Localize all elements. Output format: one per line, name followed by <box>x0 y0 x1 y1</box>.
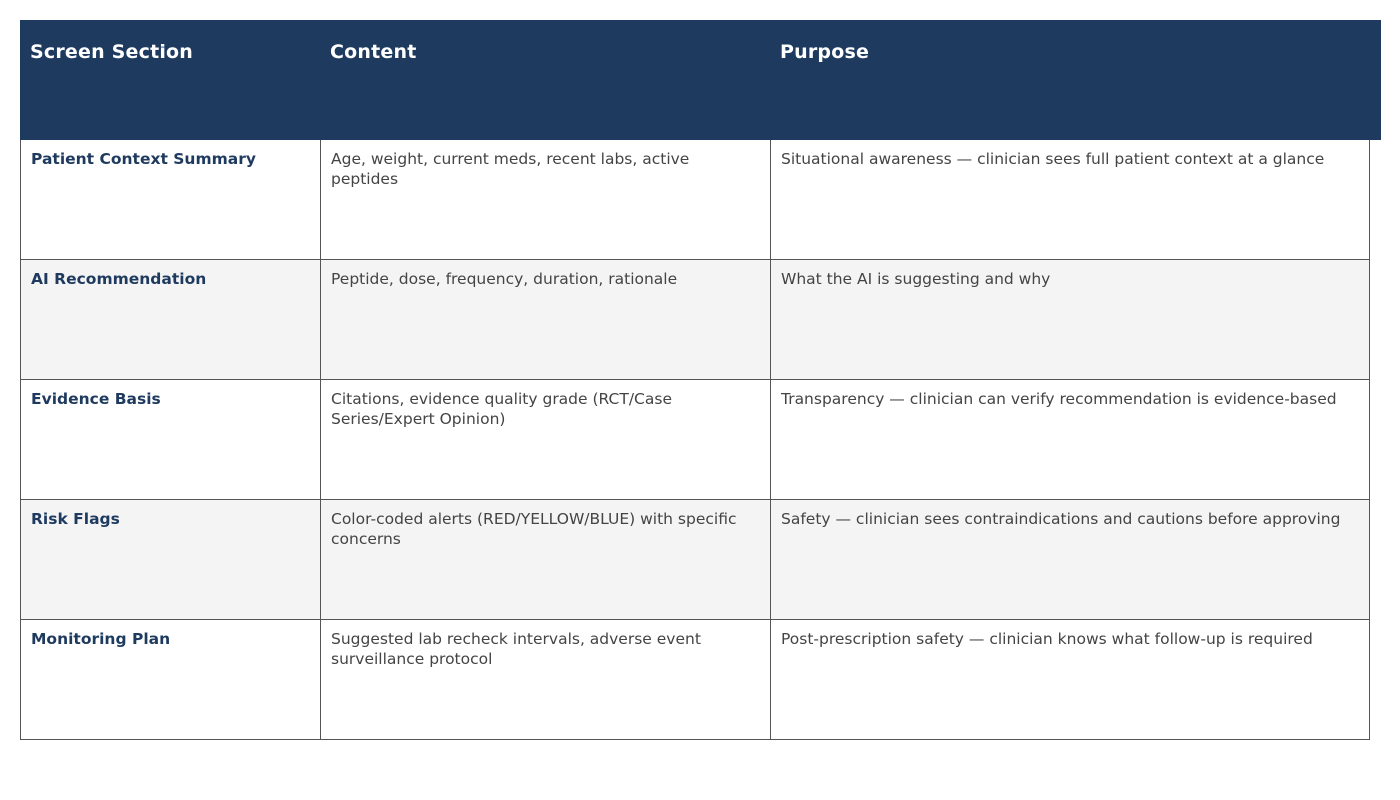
section-purpose: Safety — clinician sees contraindications and cautions before approving <box>770 500 1370 619</box>
table-row <box>20 380 1370 500</box>
section-purpose: What the AI is suggesting and why <box>770 260 1370 379</box>
table-row <box>20 140 1370 260</box>
section-content: Peptide, dose, frequency, duration, rationale <box>320 260 770 379</box>
table-header <box>20 20 1381 140</box>
section-content: Color-coded alerts (RED/YELLOW/BLUE) with specific concerns <box>320 500 770 619</box>
section-name: Evidence Basis <box>31 390 161 408</box>
section-name: Patient Context Summary <box>31 150 256 168</box>
section-purpose: Transparency — clinician can verify recommendation is evidence-based <box>770 380 1370 499</box>
section-name: Monitoring Plan <box>31 630 171 648</box>
section-content: Citations, evidence quality grade (RCT/Case Series/Expert Opinion) <box>320 380 770 499</box>
section-name: Risk Flags <box>31 510 120 528</box>
header-content: Content <box>330 41 417 63</box>
section-name: AI Recommendation <box>31 270 207 288</box>
section-purpose: Post-prescription safety — clinician knows what follow-up is required <box>770 620 1370 739</box>
section-purpose: Situational awareness — clinician sees full patient context at a glance <box>770 140 1370 259</box>
section-content: Age, weight, current meds, recent labs, active peptides <box>320 140 770 259</box>
table-row <box>20 500 1370 620</box>
section-content: Suggested lab recheck intervals, adverse event surveillance protocol <box>320 620 770 739</box>
screen-sections-table <box>20 20 1381 740</box>
header-screen-section: Screen Section <box>30 41 194 63</box>
table-row <box>20 260 1370 380</box>
table-row <box>20 620 1370 740</box>
header-purpose: Purpose <box>780 41 870 63</box>
